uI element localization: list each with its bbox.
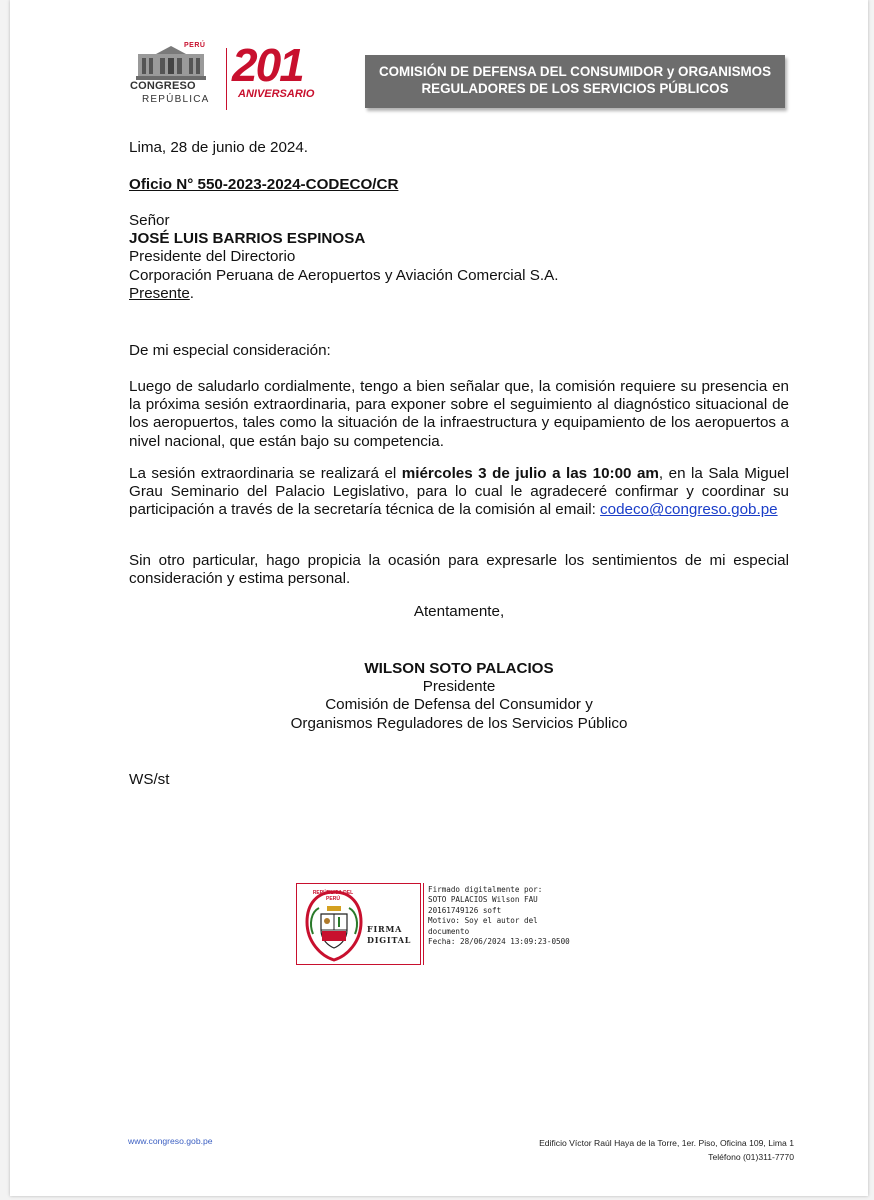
paragraph-1: Luego de saludarlo cordialmente, tengo a bien señalar que, la comisión requiere su presencia en la próxima sesión extraordinaria, para exponer sobre el seguimiento al diagnóstico situacional de los aeropuertos, tales como la situación de la infraestructura y equipamiento de los aeropuertos a nivel nacional, que están bajo su competencia. [129,378,789,450]
signer-block [129,660,789,733]
letter-reference: Oficio N° 550-2023-2024-CODECO/CR [129,176,399,193]
presente-line: Presente. [129,284,195,302]
paragraph-3: Sin otro particular, hago propicia la ocasión para expresarle los sentimientos de mi especial consideración y estima personal. [129,552,789,588]
signature-detail-line: Fecha: 28/06/2024 13:09:23-0500 [428,937,570,947]
letter-date: Lima, 28 de junio de 2024. [129,139,309,156]
seal-republica: REPÚBLICA DEL PERÚ [312,890,354,902]
signature-detail-line: SOTO PALACIOS Wilson FAU [428,895,538,905]
recipient-title: Presidente del Directorio [129,248,296,266]
firma-line-2: DIGITAL [367,935,412,945]
greeting: De mi especial consideración: [129,342,331,359]
session-datetime: miércoles 3 de julio a las 10:00 am [401,465,659,482]
peru-seal [296,883,421,965]
footer-website-link[interactable]: www.congreso.gob.pe [128,1136,213,1146]
recipient-name: JOSÉ LUIS BARRIOS ESPINOSA [129,230,366,248]
firma-line-1: FIRMA [367,924,403,934]
recipient-block [129,212,789,303]
paragraph-2-post: , en la Sala Miguel Grau Seminario del Palacio Legislativo, para lo cual le agradeceré confirmar y coordinar su participación a través de la secretaría técnica de la comisión al email: [129,465,789,519]
anniversary-number: 201 [232,39,303,91]
recipient-org: Corporación Peruana de Aeropuertos y Aviación Comercial S.A. [129,266,559,284]
initials: WS/st [129,771,170,788]
paragraph-2-pre: La sesión extraordinaria se realizará el [129,465,402,482]
congreso-logo [128,38,328,118]
signature-detail-line: Firmado digitalmente por: [428,885,543,894]
email-link[interactable]: codeco@congreso.gob.pe [600,501,778,519]
header-line-2: REGULADORES DE LOS SERVICIOS PÚBLICOS [421,81,729,96]
firma-digital-label [367,924,411,946]
footer-address-block [494,1136,794,1164]
signer-name: WILSON SOTO PALACIOS [364,660,554,677]
salutation: Señor [129,212,170,229]
logo-congreso-text: CONGRESO [130,80,196,92]
signature-detail-line: documento [428,926,470,936]
commission-header [365,55,785,108]
paragraph-2 [129,465,789,520]
logo-country: PERÚ [184,42,206,49]
digital-signature-stamp [296,883,586,965]
congress-building-icon [136,46,206,80]
signer-role: Presidente [422,678,496,696]
letter-page [10,0,868,1196]
signature-details [423,883,586,965]
signature-detail-line: 20161749126 soft [428,905,502,915]
footer-address: Edificio Víctor Raúl Haya de la Torre, 1er. Piso, Oficina 109, Lima 1 [539,1138,794,1148]
signer-commission-2: Organismos Reguladores de los Servicios Público [290,714,628,732]
presente-text: Presente [129,284,190,302]
anniversary-label: ANIVERSARIO [238,88,315,100]
closing: Atentamente, [413,603,505,620]
header-line-1: COMISIÓN DE DEFENSA DEL CONSUMIDOR y ORGANISMOS [378,64,772,79]
logo-republica-text: REPÚBLICA [142,94,210,105]
signer-commission-1: Comisión de Defensa del Consumidor y [325,696,593,714]
signature-detail-line: Motivo: Soy el autor del [428,916,538,926]
logo-divider [226,48,227,110]
footer-phone: Teléfono (01)311-7770 [708,1152,794,1162]
